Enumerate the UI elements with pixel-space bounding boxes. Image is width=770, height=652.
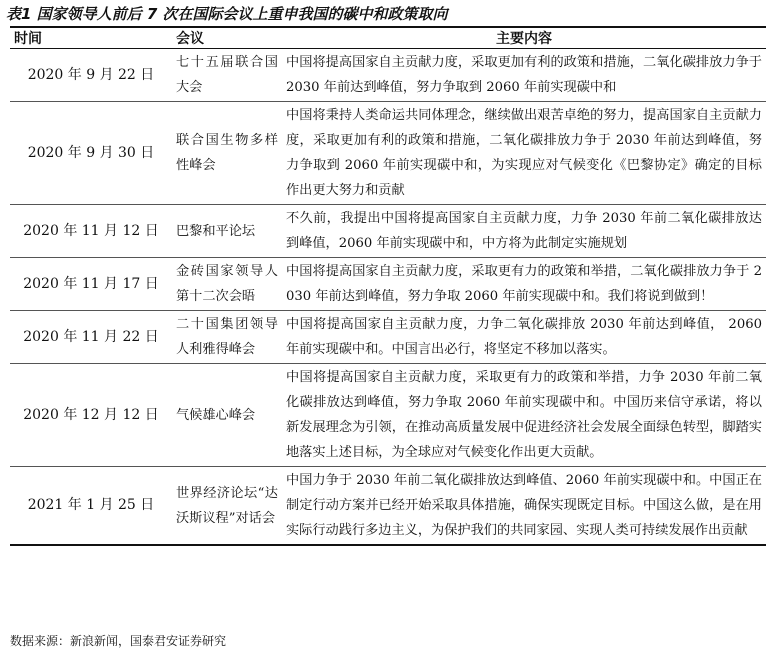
row-meeting: 金砖国家领导人第十二次会晤 xyxy=(172,258,282,311)
table-row xyxy=(10,258,766,311)
table-row xyxy=(10,205,766,258)
row-date: 2020 年 9 月 30 日 xyxy=(10,102,172,205)
row-date: 2020 年 9 月 22 日 xyxy=(10,49,172,102)
row-meeting: 气候雄心峰会 xyxy=(172,364,282,467)
row-date: 2020 年 11 月 22 日 xyxy=(10,311,172,364)
row-meeting: 二十国集团领导人利雅得峰会 xyxy=(172,311,282,364)
row-content: 中国将秉持人类命运共同体理念，继续做出艰苦卓绝的努力，提高国家自主贡献力度，采取更加有利的政策和措施，二氧化碳排放力争于 2030 年前达到峰值，努力争取到 2060 年前实现碳中和，为实现应对气候变化《巴黎协定》确定的目标作出更大努力和贡献 xyxy=(282,102,766,205)
row-content: 中国将提高国家自主贡献力度，采取更有力的政策和举措，二氧化碳排放力争于 2030 年前达到峰值，努力争取 2060 年前实现碳中和。我们将说到做到！ xyxy=(282,258,766,311)
row-meeting: 联合国生物多样性峰会 xyxy=(172,102,282,205)
policy-table xyxy=(10,26,766,546)
table-row xyxy=(10,49,766,102)
row-content: 中国将提高国家自主贡献力度，采取更加有利的政策和措施，二氧化碳排放力争于 2030 年前达到峰值，努力争取到 2060 年前实现碳中和 xyxy=(282,49,766,102)
row-content: 不久前，我提出中国将提高国家自主贡献力度，力争 2030 年前二氧化碳排放达到峰值，2060 年前实现碳中和，中方将为此制定实施规划 xyxy=(282,205,766,258)
header-meeting: 会议 xyxy=(172,27,282,49)
row-content: 中国将提高国家自主贡献力度，采取更有力的政策和举措，力争 2030 年前二氧化碳排放达到峰值，努力争取 2060 年前实现碳中和。中国历来信守承诺，将以新发展理念为引领，在推动高质量发展中促进经济社会发展全面绿色转型，脚踏实地落实上述目标，为全球应对气候变化作出更大贡献。 xyxy=(282,364,766,467)
row-meeting: 七十五届联合国大会 xyxy=(172,49,282,102)
row-content: 中国力争于 2030 年前二氧化碳排放达到峰值、2060 年前实现碳中和。中国正在制定行动方案并已经开始采取具体措施，确保实现既定目标。中国这么做，是在用实际行动践行多边主义，为保护我们的共同家园、实现人类可持续发展作出贡献 xyxy=(282,467,766,546)
row-meeting: 世界经济论坛“达沃斯议程”对话会 xyxy=(172,467,282,546)
row-meeting: 巴黎和平论坛 xyxy=(172,205,282,258)
header-time: 时间 xyxy=(10,27,172,49)
table-header-row xyxy=(10,27,766,49)
header-content: 主要内容 xyxy=(282,27,766,49)
table-row xyxy=(10,311,766,364)
table-title: 表1 国家领导人前后 7 次在国际会议上重申我国的碳中和政策取向 xyxy=(6,5,448,23)
row-date: 2021 年 1 月 25 日 xyxy=(10,467,172,546)
table-row xyxy=(10,467,766,546)
table-row xyxy=(10,102,766,205)
row-date: 2020 年 11 月 17 日 xyxy=(10,258,172,311)
source-note: 数据来源：新浪新闻，国泰君安证券研究 xyxy=(10,634,227,648)
row-date: 2020 年 11 月 12 日 xyxy=(10,205,172,258)
row-date: 2020 年 12 月 12 日 xyxy=(10,364,172,467)
table-row xyxy=(10,364,766,467)
row-content: 中国将提高国家自主贡献力度，力争二氧化碳排放 2030 年前达到峰值， 2060 年前实现碳中和。中国言出必行，将坚定不移加以落实。 xyxy=(282,311,766,364)
